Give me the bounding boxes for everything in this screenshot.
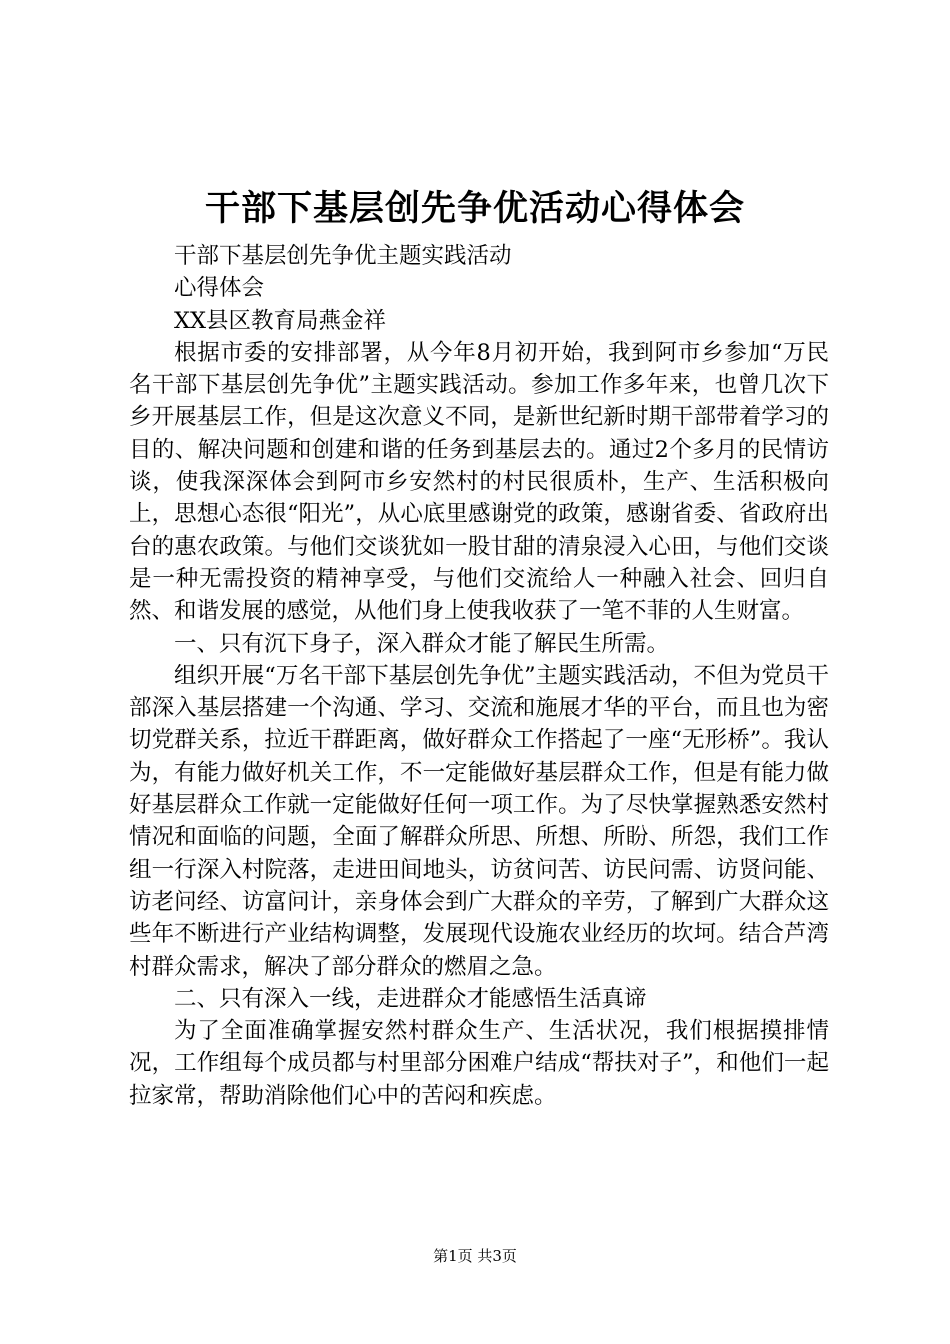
author-line: XX县区教育局燕金祥 [174, 307, 387, 334]
body-paragraph: 为了全面准确掌握安然村群众生产、生活状况，我们根据摸排情况，工作组每个成员都与村里部分困难户结成“帮扶对子”，和他们一起拉家常，帮助消除他们心中的苦闷和疾虑。 [129, 1018, 829, 1109]
section-heading-2: 二、只有深入一线，走进群众才能感悟生活真谛 [174, 985, 647, 1012]
document-title: 干部下基层创先争优活动心得体会 [204, 188, 745, 229]
subtitle-line-1: 干部下基层创先争优主题实践活动 [174, 243, 512, 269]
body-paragraph: 根据市委的安排部署，从今年8月初开始，我到阿市乡参加“万民名干部下基层创先争优”主题实践活动。参加工作多年来，也曾几次下乡开展基层工作，但是这次意义不同，是新世纪新时期干部带着学习的目的、解决问题和创建和谐的任务到基层去的。通过2个多月的民情访谈，使我深深体会到阿市乡安然村的村民很质朴，生产、生活积极向上，思想心态很“阳光”，从心底里感谢党的政策，感谢省委、省政府出台的惠农政策。与他们交谈犹如一股甘甜的清泉浸入心田，与他们交谈是一种无需投资的精神享受，与他们交流给人一种融入社会、回归自然、和谐发展的感觉，从他们身上使我收获了一笔不菲的人生财富。 [129, 339, 829, 625]
document-body [129, 240, 829, 1112]
page-footer: 第1页 共3页 [433, 1247, 517, 1265]
section-heading-1: 一、只有沉下身子，深入群众才能了解民生所需。 [174, 630, 670, 657]
subtitle-line-2: 心得体会 [174, 275, 265, 302]
body-paragraph: 组织开展“万名干部下基层创先争优”主题实践活动，不但为党员干部深入基层搭建一个沟通、学习、交流和施展才华的平台，而且也为密切党群关系，拉近干群距离，做好群众工作搭起了一座“无形桥”。我认为，有能力做好机关工作，不一定能做好基层群众工作，但是有能力做好基层群众工作就一定能做好任何一项工作。为了尽快掌握熟悉安然村情况和面临的问题，全面了解群众所思、所想、所盼、所怨，我们工作组一行深入村院落，走进田间地头，访贫问苦、访民问需、访贤问能、访老问经、访富问计，亲身体会到广大群众的辛劳，了解到广大群众这些年不断进行产业结构调整，发展现代设施农业经历的坎坷。结合芦湾村群众需求，解决了部分群众的燃眉之急。 [129, 662, 829, 980]
